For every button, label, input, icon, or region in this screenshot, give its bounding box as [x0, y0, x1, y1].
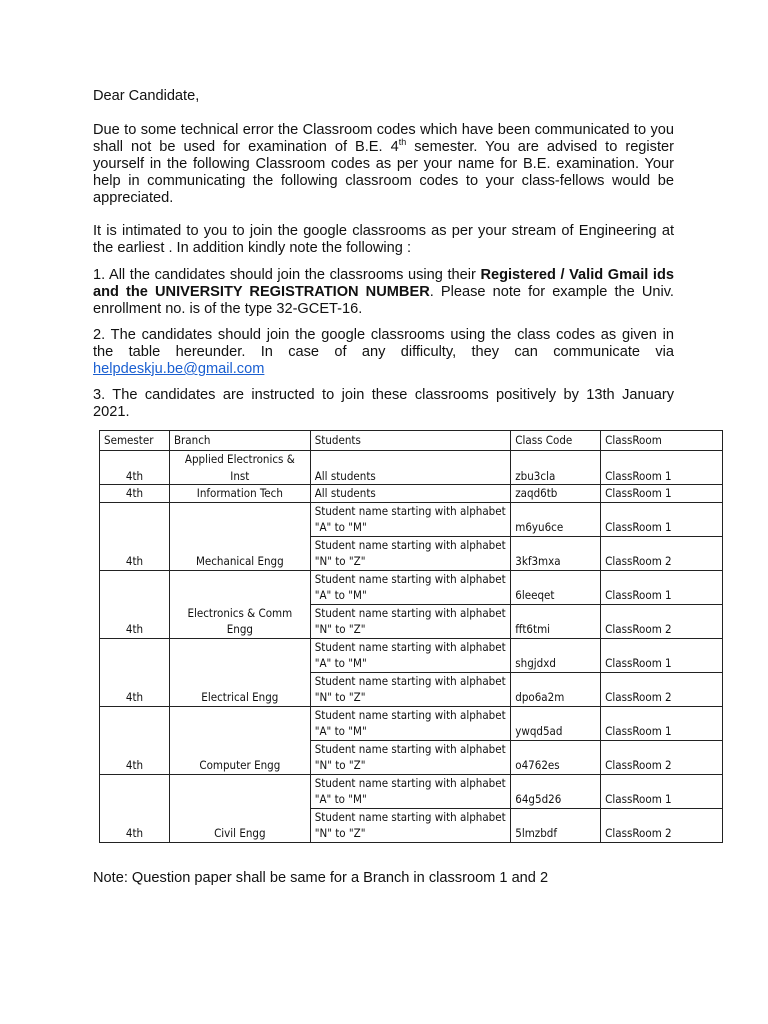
branch-cell: Information Tech [169, 485, 310, 503]
students-cell: Student name starting with alphabet "A" to "M" [310, 502, 511, 536]
semester-cell: 4th [100, 451, 170, 485]
semester-cell: 4th [100, 638, 170, 706]
intro-superscript: th [398, 137, 407, 148]
students-cell: Student name starting with alphabet "A" to "M" [310, 774, 511, 808]
class-code-cell: o4762es [511, 740, 601, 774]
table-row [100, 570, 723, 604]
table-row [100, 451, 723, 485]
intimation-paragraph: It is intimated to you to join the google classrooms as per your stream of Engineering at the earliest . In addition kindly note the following : [93, 223, 674, 256]
header-students: Students [310, 431, 511, 451]
classroom-cell: ClassRoom 1 [601, 706, 723, 740]
students-cell: Student name starting with alphabet "N" to "Z" [310, 740, 511, 774]
classroom-cell: ClassRoom 2 [601, 740, 723, 774]
classroom-cell: ClassRoom 1 [601, 638, 723, 672]
class-code-cell: ywqd5ad [511, 706, 601, 740]
helpdesk-email-link[interactable]: helpdeskju.be@gmail.com [93, 361, 265, 377]
class-code-cell: zaqd6tb [511, 485, 601, 503]
students-cell: Student name starting with alphabet "N" to "Z" [310, 808, 511, 842]
table-row [100, 502, 723, 536]
header-branch: Branch [169, 431, 310, 451]
class-code-cell: 3kf3mxa [511, 536, 601, 570]
branch-cell: Mechanical Engg [169, 502, 310, 570]
semester-cell: 4th [100, 485, 170, 503]
instruction-item-1 [93, 267, 674, 318]
header-classroom: ClassRoom [601, 431, 723, 451]
branch-cell: Civil Engg [169, 774, 310, 842]
students-cell: Student name starting with alphabet "N" to "Z" [310, 672, 511, 706]
branch-cell: Electronics & Comm Engg [169, 570, 310, 638]
salutation: Dear Candidate, [93, 88, 200, 104]
intro-text-end: semester. You are advised to register yourself in the following Classroom codes as per your name for B.E. examination. Your help in communicating the following classroom codes to your class-fellows would be appreciated. [93, 139, 674, 206]
semester-cell: 4th [100, 502, 170, 570]
header-semester: Semester [100, 431, 170, 451]
item1-bold: Registered / Valid Gmail ids and the UNIVERSITY REGISTRATION NUMBER [93, 267, 674, 300]
students-cell: Student name starting with alphabet "A" to "M" [310, 706, 511, 740]
students-cell: Student name starting with alphabet "A" to "M" [310, 570, 511, 604]
classroom-cell: ClassRoom 1 [601, 451, 723, 485]
classroom-cell: ClassRoom 2 [601, 604, 723, 638]
item1-prefix: 1. All the candidates should join the classrooms using their [93, 267, 481, 283]
footer-note: Note: Question paper shall be same for a Branch in classroom 1 and 2 [93, 870, 549, 886]
classroom-cell: ClassRoom 1 [601, 485, 723, 503]
class-code-cell: zbu3cla [511, 451, 601, 485]
item1-suffix: . Please note for example the Univ. enrollment no. is of the type 32-GCET-16. [93, 284, 674, 317]
table-row [100, 774, 723, 808]
students-cell: Student name starting with alphabet "N" to "Z" [310, 604, 511, 638]
classroom-cell: ClassRoom 2 [601, 536, 723, 570]
class-code-cell: dpo6a2m [511, 672, 601, 706]
semester-cell: 4th [100, 706, 170, 774]
class-code-cell: 6leeqet [511, 570, 601, 604]
instruction-item-2 [93, 327, 674, 378]
classroom-codes-table [99, 430, 723, 843]
instruction-item-3: 3. The candidates are instructed to join these classrooms positively by 13th January 2021. [93, 387, 674, 420]
students-cell: Student name starting with alphabet "A" to "M" [310, 638, 511, 672]
class-code-cell: fft6tmi [511, 604, 601, 638]
class-code-cell: shgjdxd [511, 638, 601, 672]
item2-text: 2. The candidates should join the google classrooms using the class codes as given in the table hereunder. In case of any difficulty, they can communicate via [93, 327, 674, 360]
branch-cell: Electrical Engg [169, 638, 310, 706]
students-cell: All students [310, 485, 511, 503]
table-row [100, 638, 723, 672]
table-header-row [100, 431, 723, 451]
classroom-cell: ClassRoom 1 [601, 570, 723, 604]
intro-text-start: Due to some technical error the Classroom codes which have been communicated to you shall not be used for examination of B.E. 4 [93, 122, 674, 155]
classroom-cell: ClassRoom 2 [601, 808, 723, 842]
students-cell: All students [310, 451, 511, 485]
students-cell: Student name starting with alphabet "N" to "Z" [310, 536, 511, 570]
header-class-code: Class Code [511, 431, 601, 451]
class-code-cell: m6yu6ce [511, 502, 601, 536]
branch-cell: Applied Electronics & Inst [169, 451, 310, 485]
branch-cell: Computer Engg [169, 706, 310, 774]
classroom-cell: ClassRoom 2 [601, 672, 723, 706]
classroom-cell: ClassRoom 1 [601, 774, 723, 808]
semester-cell: 4th [100, 570, 170, 638]
classroom-cell: ClassRoom 1 [601, 502, 723, 536]
table-row [100, 706, 723, 740]
table-row [100, 485, 723, 503]
semester-cell: 4th [100, 774, 170, 842]
intro-paragraph [93, 122, 674, 207]
class-code-cell: 64g5d26 [511, 774, 601, 808]
class-code-cell: 5lmzbdf [511, 808, 601, 842]
